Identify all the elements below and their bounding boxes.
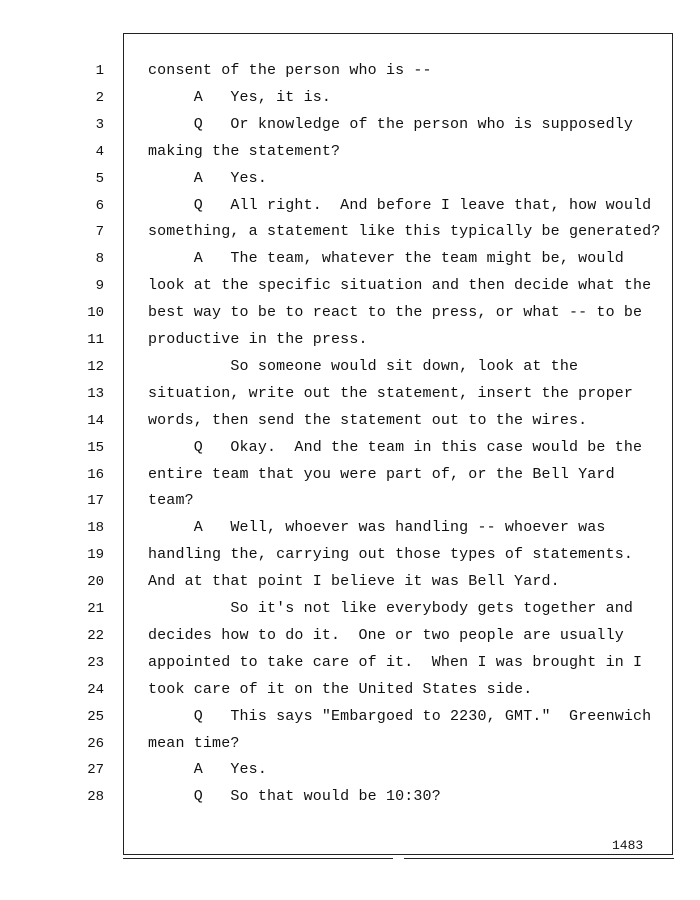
transcript-line: handling the, carrying out those types of statements. (148, 546, 634, 563)
line-number: 22 (87, 628, 104, 644)
line-number: 5 (95, 171, 104, 187)
transcript-line: Q All right. And before I leave that, how would (148, 197, 652, 214)
bottom-rule-right (404, 858, 674, 859)
transcript-line: A Yes. (148, 761, 267, 778)
transcript-line: Q So that would be 10:30? (148, 788, 441, 805)
line-number: 20 (87, 574, 104, 590)
line-number: 11 (87, 332, 104, 348)
transcript-line: something, a statement like this typically be generated? (148, 223, 661, 240)
line-number: 16 (87, 467, 104, 483)
line-number: 9 (95, 278, 104, 294)
line-number: 3 (95, 117, 104, 133)
line-number: 8 (95, 251, 104, 267)
transcript-line: decides how to do it. One or two people are usually (148, 627, 624, 644)
line-number: 7 (95, 224, 104, 240)
bottom-rule-left (123, 858, 393, 859)
transcript-line: words, then send the statement out to the wires. (148, 412, 588, 429)
line-number: 21 (87, 601, 104, 617)
transcript-line: situation, write out the statement, insert the proper (148, 385, 634, 402)
transcript-line: took care of it on the United States side. (148, 681, 533, 698)
line-number: 13 (87, 386, 104, 402)
line-number: 15 (87, 440, 104, 456)
page-number: 1483 (612, 838, 644, 853)
line-number: 17 (87, 493, 104, 509)
line-number: 23 (87, 655, 104, 671)
transcript-line: A Well, whoever was handling -- whoever was (148, 519, 606, 536)
line-number: 19 (87, 547, 104, 563)
line-number: 27 (87, 762, 104, 778)
transcript-line: entire team that you were part of, or the Bell Yard (148, 466, 615, 483)
line-number: 28 (87, 789, 104, 805)
transcript-line: mean time? (148, 735, 240, 752)
line-number: 18 (87, 520, 104, 536)
transcript-line: Q This says "Embargoed to 2230, GMT." Greenwich (148, 708, 652, 725)
transcript-line: So it's not like everybody gets together and (148, 600, 634, 617)
transcript-line: making the statement? (148, 143, 341, 160)
line-number: 6 (95, 198, 104, 214)
transcript-line: And at that point I believe it was Bell Yard. (148, 573, 560, 590)
line-number: 25 (87, 709, 104, 725)
transcript-line: team? (148, 492, 194, 509)
transcript-line: A Yes, it is. (148, 89, 332, 106)
transcript-line: Q Okay. And the team in this case would be the (148, 439, 643, 456)
transcript-line: A Yes. (148, 170, 267, 187)
line-number: 2 (95, 90, 104, 106)
transcript-line: Q Or knowledge of the person who is supposedly (148, 116, 634, 133)
line-number: 4 (95, 144, 104, 160)
line-number: 14 (87, 413, 104, 429)
transcript-line: So someone would sit down, look at the (148, 358, 579, 375)
transcript-line: best way to be to react to the press, or what -- to be (148, 304, 643, 321)
transcript-line: look at the specific situation and then decide what the (148, 277, 652, 294)
line-number: 1 (95, 63, 104, 79)
transcript-line: A The team, whatever the team might be, would (148, 250, 624, 267)
line-number: 12 (87, 359, 104, 375)
transcript-line: appointed to take care of it. When I was brought in I (148, 654, 643, 671)
transcript-line: consent of the person who is -- (148, 62, 432, 79)
line-number: 24 (87, 682, 104, 698)
line-number: 26 (87, 736, 104, 752)
line-number: 10 (87, 305, 104, 321)
transcript-line: productive in the press. (148, 331, 368, 348)
